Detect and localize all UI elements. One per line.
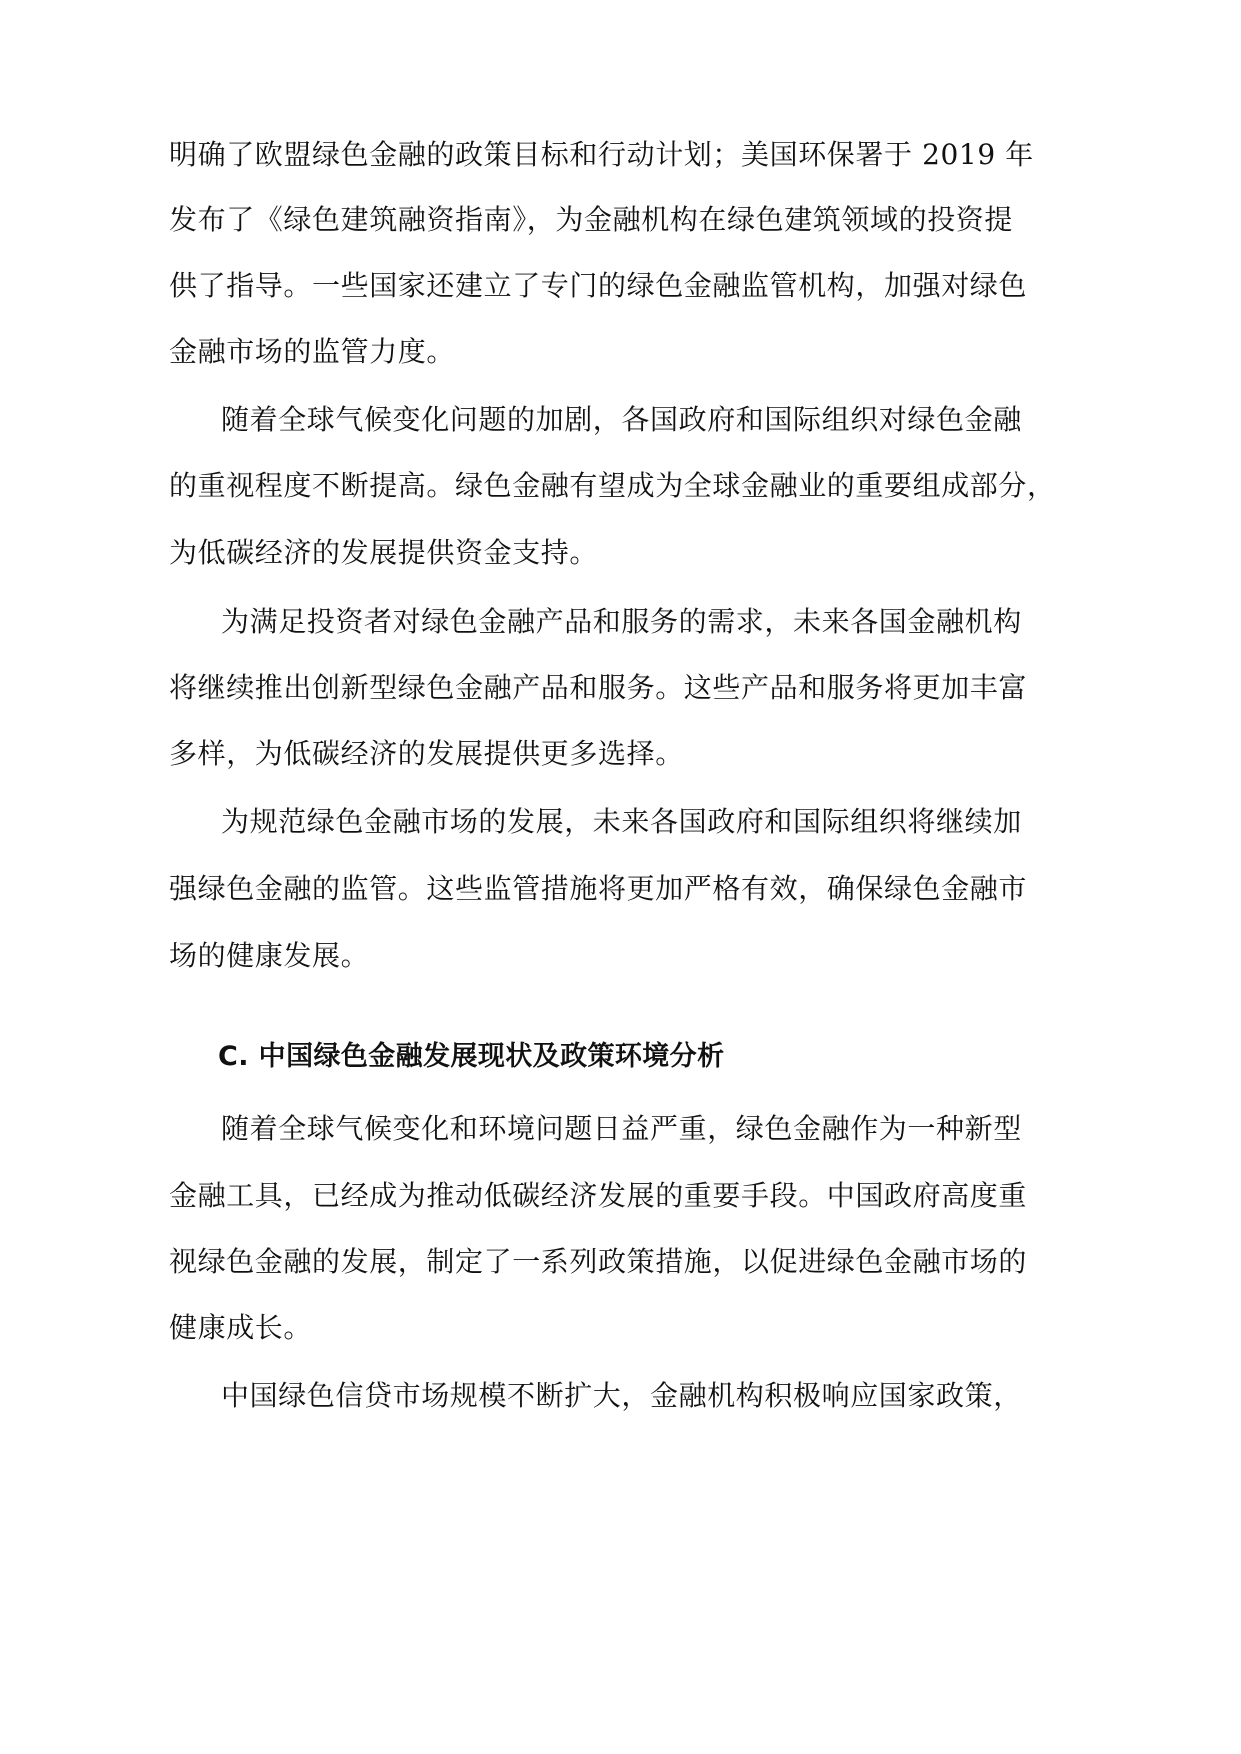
- section-heading: C. 中国绿色金融发展现状及政策环境分析: [218, 1041, 725, 1072]
- paragraph-line: 中国绿色信贷市场规模不断扩大，金融机构积极响应国家政策，: [221, 1379, 1022, 1412]
- paragraph-line: 场的健康发展。: [169, 939, 370, 972]
- paragraph-line: 将继续推出创新型绿色金融产品和服务。这些产品和服务将更加丰富: [169, 671, 1028, 704]
- paragraph-line: 随着全球气候变化和环境问题日益严重，绿色金融作为一种新型: [221, 1112, 1022, 1145]
- paragraph-line: 健康成长。: [169, 1311, 313, 1344]
- paragraph-line: 视绿色金融的发展，制定了一系列政策措施，以促进绿色金融市场的: [169, 1245, 1028, 1278]
- paragraph-line: 供了指导。一些国家还建立了专门的绿色金融监管机构，加强对绿色: [169, 269, 1028, 302]
- paragraph-line: 金融市场的监管力度。: [169, 335, 456, 368]
- paragraph-line: 强绿色金融的监管。这些监管措施将更加严格有效，确保绿色金融市: [169, 872, 1028, 905]
- paragraph-line: 为规范绿色金融市场的发展，未来各国政府和国际组织将继续加: [221, 805, 1022, 838]
- paragraph-line: 发布了《绿色建筑融资指南》，为金融机构在绿色建筑领域的投资提: [169, 203, 1014, 236]
- paragraph-line: 为低碳经济的发展提供资金支持。: [169, 536, 599, 569]
- paragraph-line: 明确了欧盟绿色金融的政策目标和行动计划；美国环保署于 2019 年: [169, 138, 1034, 171]
- paragraph-line: 的重视程度不断提高。绿色金融有望成为全球金融业的重要组成部分，: [169, 469, 1056, 502]
- paragraph-line: 为满足投资者对绿色金融产品和服务的需求，未来各国金融机构: [221, 605, 1022, 638]
- paragraph-line: 金融工具，已经成为推动低碳经济发展的重要手段。中国政府高度重: [169, 1179, 1028, 1212]
- paragraph-line: 随着全球气候变化问题的加剧，各国政府和国际组织对绿色金融: [221, 403, 1022, 436]
- paragraph-line: 多样，为低碳经济的发展提供更多选择。: [169, 737, 684, 770]
